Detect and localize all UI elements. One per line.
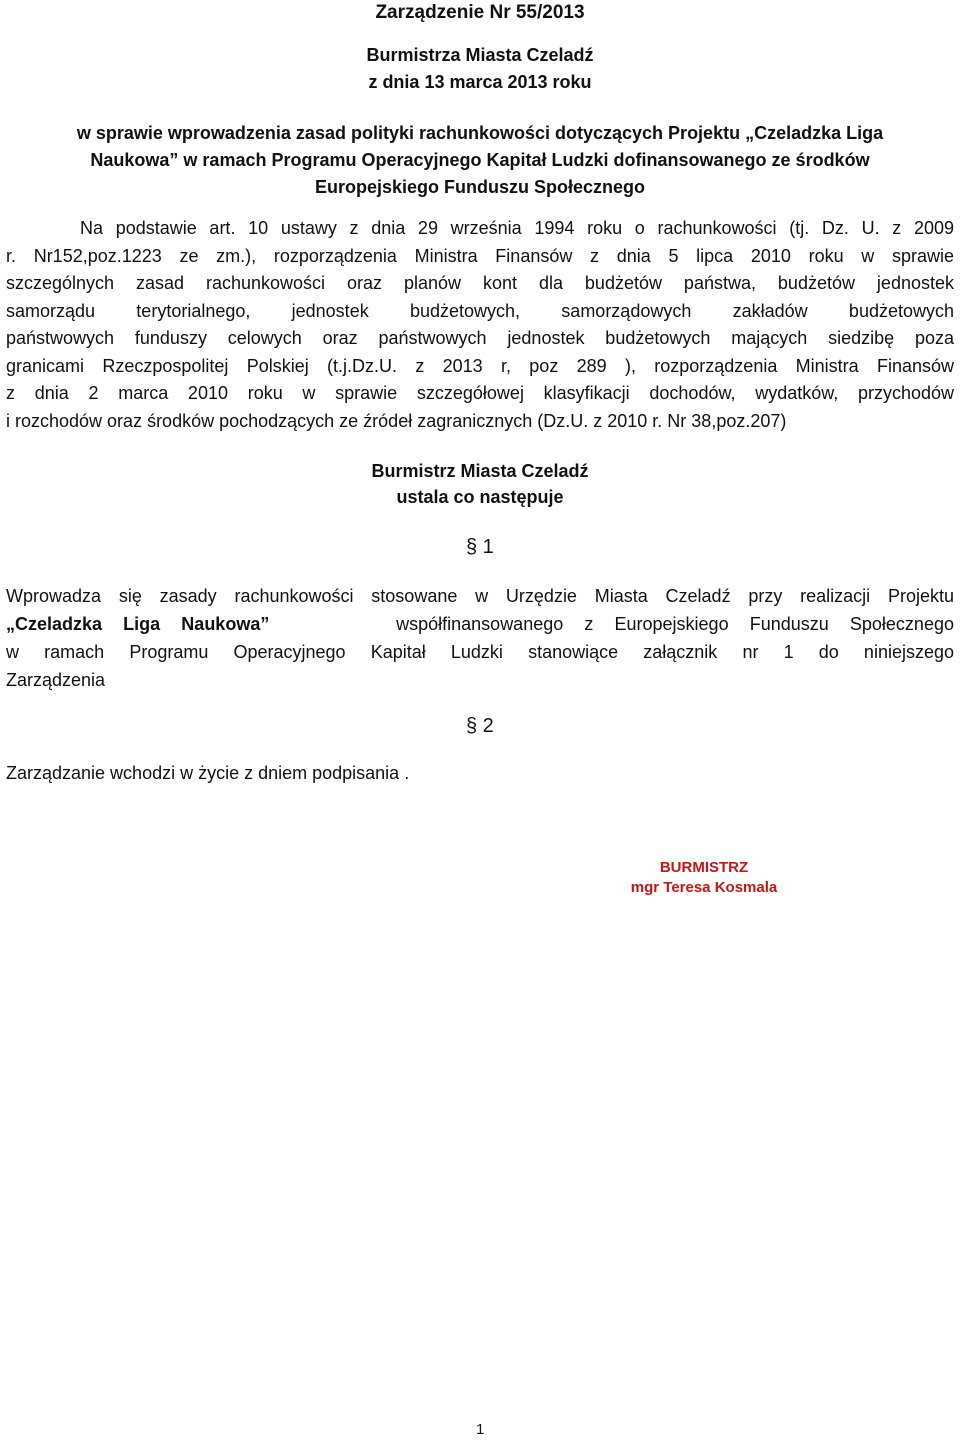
subject-block [0, 120, 960, 201]
section-2-text: Zarządzanie wchodzi w życie z dniem podpisania . [6, 763, 410, 783]
subject-line: Naukowa” w ramach Programu Operacyjnego Kapitał Ludzki dofinansowanego ze środków [90, 150, 870, 170]
project-cofinancing: współfinansowanego z Europejskiego Funduszu Społecznego [396, 614, 954, 634]
signature-role: BURMISTRZ [659, 859, 749, 876]
basis-line: z dnia 2 marca 2010 roku w sprawie szczegółowej klasyfikacji dochodów, wydatków, przychodów [6, 383, 954, 403]
basis-line: Na podstawie art. 10 ustawy z dnia 29 września 1994 roku o rachunkowości (tj. Dz. U. z 2009 [80, 218, 954, 238]
section-2-mark: § 2 [466, 715, 494, 737]
signature-name: mgr Teresa Kosmala [630, 879, 778, 896]
document-title: Zarządzenie Nr 55/2013 [375, 2, 585, 23]
basis-line: granicami Rzeczpospolitej Polskiej (t.j.Dz.U. z 2013 r, poz 289 ), rozporządzenia Ministra Finansów [6, 355, 954, 376]
section-1-line: w ramach Programu Operacyjnego Kapitał Ludzki stanowiące załącznik nr 1 do niniejszego [6, 642, 954, 662]
basis-line: państwowych funduszy celowych oraz państwowych jednostek budżetowych mających siedzibę poza [6, 328, 954, 348]
enacting-formula-1: Burmistrz Miasta Czeladź [371, 461, 589, 481]
enacting-formula-2: ustala co następuje [396, 487, 564, 507]
section-1-paragraph [6, 582, 954, 694]
basis-line: r. Nr152,poz.1223 ze zm.), rozporządzenia Ministra Finansów z dnia 5 lipca 2010 roku w sprawie [6, 245, 954, 266]
legal-basis-paragraph [6, 215, 954, 435]
project-name: „Czeladzka Liga Naukowa” [6, 614, 270, 634]
section-1-mark: § 1 [466, 536, 494, 558]
section-1-line: Zarządzenia [6, 670, 106, 690]
subject-line: w sprawie wprowadzenia zasad polityki rachunkowości dotyczących Projektu „Czeladzka Liga [76, 123, 884, 143]
issuer-heading: Burmistrza Miasta Czeladź [366, 45, 594, 65]
date-heading: z dnia 13 marca 2013 roku [368, 72, 592, 92]
section-1-line: Wprowadza się zasady rachunkowości stosowane w Urzędzie Miasta Czeladź przy realizacji Projektu [6, 586, 954, 606]
basis-line: szczególnych zasad rachunkowości oraz planów kont dla budżetów państwa, budżetów jednostek [6, 273, 954, 293]
basis-line: i rozchodów oraz środków pochodzących ze źródeł zagranicznych (Dz.U. z 2010 r. Nr 38,poz.207) [6, 410, 787, 431]
subject-line: Europejskiego Funduszu Społecznego [314, 177, 646, 197]
page-number: 1 [476, 1421, 485, 1438]
basis-line: samorządu terytorialnego, jednostek budżetowych, samorządowych zakładów budżetowych [6, 300, 954, 321]
section-1-line [6, 610, 954, 638]
